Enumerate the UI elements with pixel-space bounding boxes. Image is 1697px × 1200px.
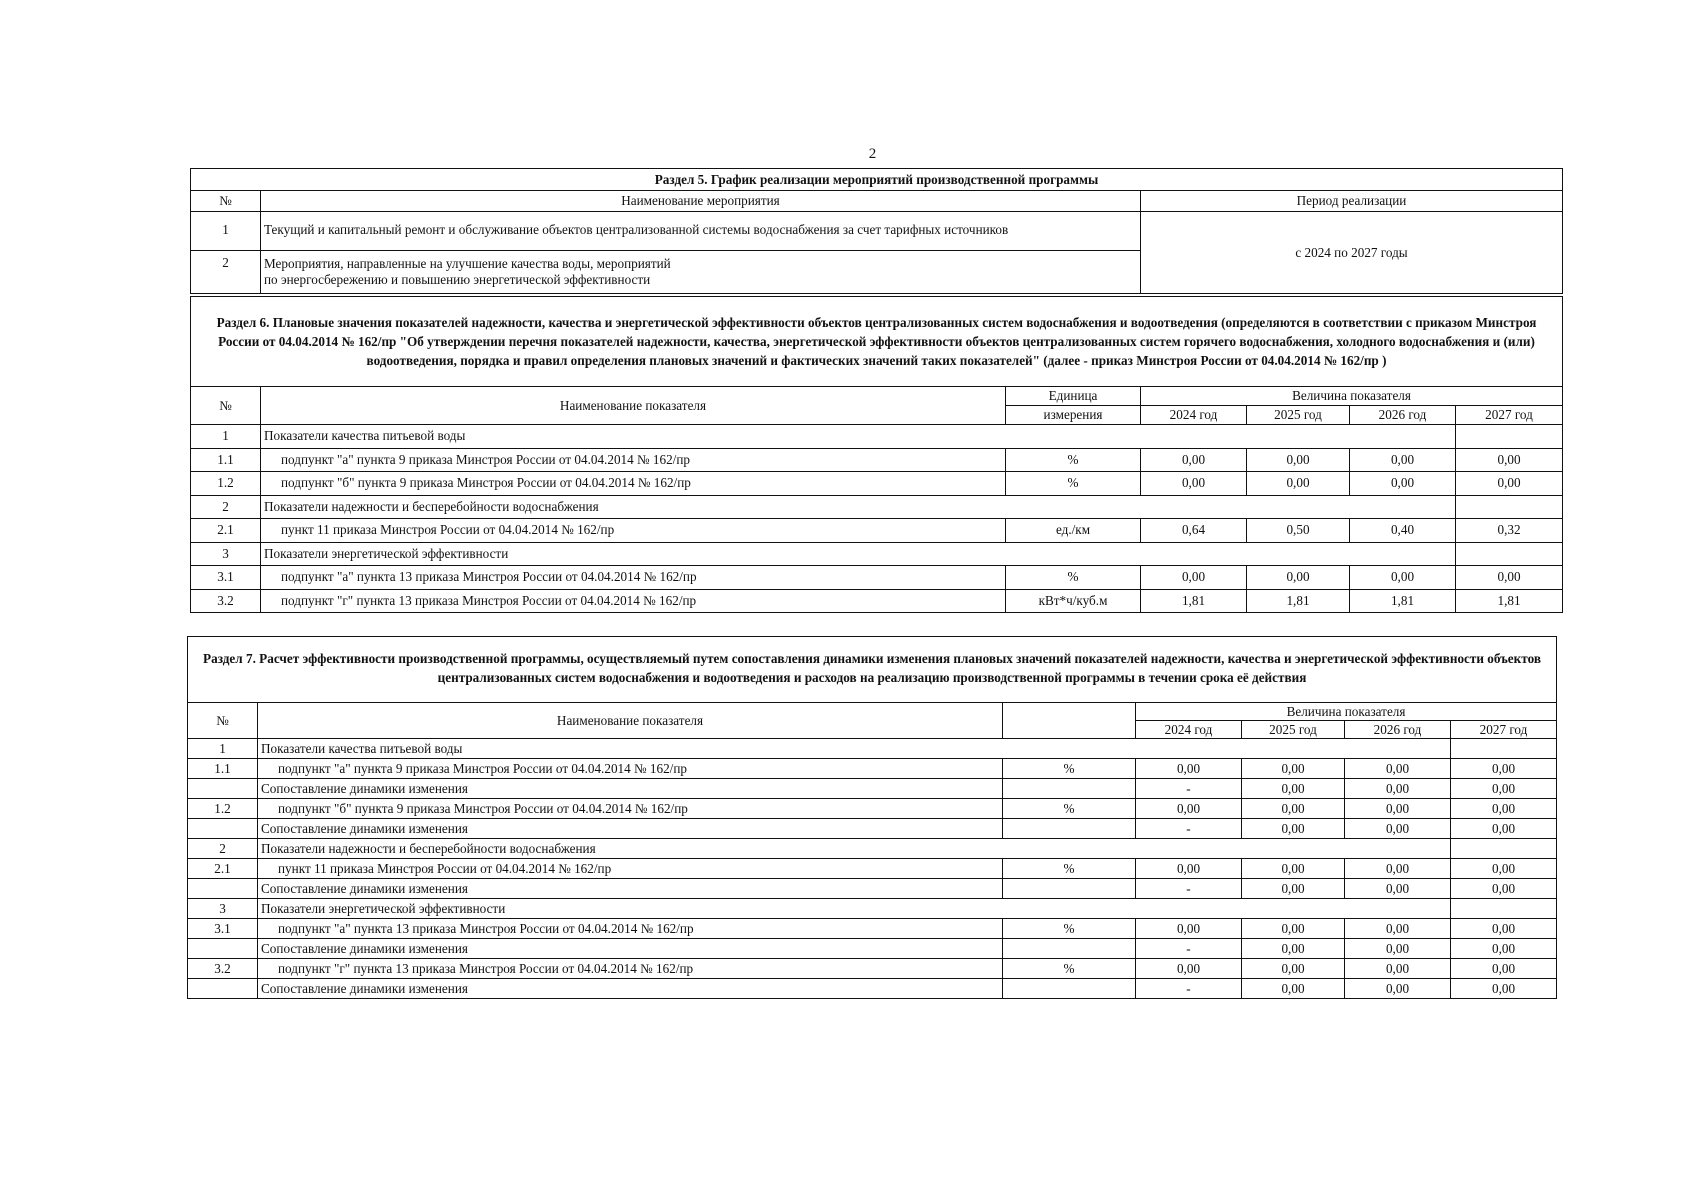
row-num: [188, 779, 258, 799]
group-name: Показатели качества питьевой воды: [258, 739, 1451, 759]
unit-cell: [1003, 819, 1136, 839]
value-cell: 0,00: [1451, 799, 1557, 819]
value-cell: 0,40: [1350, 519, 1456, 543]
value-cell: 0,00: [1456, 448, 1563, 472]
unit-cell: %: [1003, 759, 1136, 779]
group-name: Показатели энергетической эффективности: [258, 899, 1451, 919]
row-num: 3.1: [188, 919, 258, 939]
section7-header-num: №: [188, 703, 258, 739]
value-cell: 1,81: [1141, 589, 1247, 613]
section6-header-unit-line2: измерения: [1006, 406, 1141, 425]
value-cell: 0,00: [1242, 859, 1345, 879]
value-cell: -: [1136, 979, 1242, 999]
value-cell: 0,00: [1451, 859, 1557, 879]
value-cell: 0,00: [1350, 448, 1456, 472]
value-cell: 0,00: [1141, 472, 1247, 496]
value-cell: 0,00: [1345, 939, 1451, 959]
table-row: [188, 919, 1557, 939]
section5-row-name: Текущий и капитальный ремонт и обслуживание объектов централизованной системы водоснабжения за счет тарифных источников: [261, 212, 1141, 251]
value-cell: 1,81: [1350, 589, 1456, 613]
value-cell: 0,00: [1141, 448, 1247, 472]
table-row: [191, 472, 1563, 496]
comparison-row: [188, 879, 1557, 899]
value-cell: 0,00: [1242, 939, 1345, 959]
table-row: [188, 799, 1557, 819]
value-cell: 0,00: [1451, 959, 1557, 979]
value-cell: 0,00: [1242, 919, 1345, 939]
value-cell: 0,00: [1242, 879, 1345, 899]
comparison-row: [188, 779, 1557, 799]
value-cell: 0,00: [1451, 759, 1557, 779]
section6-header-unit: Единица: [1006, 387, 1141, 406]
section6-table: [190, 296, 1563, 613]
section6-header-year: 2027 год: [1456, 406, 1563, 425]
group-row: [191, 542, 1563, 566]
row-num: 1: [191, 425, 261, 449]
value-cell: [1456, 495, 1563, 519]
section6-header-year: 2025 год: [1247, 406, 1350, 425]
section7-title: Раздел 7. Расчет эффективности производственной программы, осуществляемый путем сопоставления динамики изменения плановых значений показателей надежности, качества и энергетической эффективности объектов централизованных систем водоснабжения и водоотведения и расходов на реализацию производственной программы в течении срока её действия: [188, 637, 1557, 703]
unit-cell: [1003, 779, 1136, 799]
value-cell: 0,00: [1451, 779, 1557, 799]
value-cell: [1451, 839, 1557, 859]
value-cell: 0,00: [1242, 759, 1345, 779]
value-cell: 0,00: [1451, 939, 1557, 959]
group-row: [191, 495, 1563, 519]
table-row: [188, 759, 1557, 779]
row-num: 2.1: [188, 859, 258, 879]
value-cell: 0,00: [1345, 819, 1451, 839]
value-cell: -: [1136, 819, 1242, 839]
table-row: [188, 959, 1557, 979]
group-name: Показатели надежности и бесперебойности водоснабжения: [258, 839, 1451, 859]
table-row: [191, 448, 1563, 472]
value-cell: [1456, 542, 1563, 566]
value-cell: 0,50: [1247, 519, 1350, 543]
value-cell: 0,32: [1456, 519, 1563, 543]
value-cell: 0,00: [1141, 566, 1247, 590]
indicator-name: подпункт "а" пункта 13 приказа Минстроя России от 04.04.2014 № 162/пр: [261, 566, 1006, 590]
comparison-row: [188, 939, 1557, 959]
section6-header-value: Величина показателя: [1141, 387, 1563, 406]
section5-period: с 2024 по 2027 годы: [1141, 212, 1563, 294]
unit-cell: %: [1003, 859, 1136, 879]
unit-cell: кВт*ч/куб.м: [1006, 589, 1141, 613]
value-cell: 0,00: [1242, 979, 1345, 999]
indicator-name: подпункт "г" пункта 13 приказа Минстроя России от 04.04.2014 № 162/пр: [258, 959, 1003, 979]
section6-header-year: 2024 год: [1141, 406, 1247, 425]
row-num: 3.2: [188, 959, 258, 979]
row-num: 2: [188, 839, 258, 859]
comparison-label: Сопоставление динамики изменения: [258, 879, 1003, 899]
value-cell: 1,81: [1456, 589, 1563, 613]
indicator-name: подпункт "а" пункта 13 приказа Минстроя России от 04.04.2014 № 162/пр: [258, 919, 1003, 939]
row-num: 1: [188, 739, 258, 759]
comparison-label: Сопоставление динамики изменения: [258, 939, 1003, 959]
unit-cell: %: [1006, 448, 1141, 472]
value-cell: -: [1136, 879, 1242, 899]
section5-row-num: 1: [191, 212, 261, 251]
row-num: 3: [191, 542, 261, 566]
row-num: 2.1: [191, 519, 261, 543]
comparison-label: Сопоставление динамики изменения: [258, 819, 1003, 839]
unit-cell: %: [1006, 566, 1141, 590]
value-cell: 0,00: [1345, 959, 1451, 979]
unit-cell: %: [1003, 959, 1136, 979]
unit-cell: %: [1003, 799, 1136, 819]
indicator-name: подпункт "а" пункта 9 приказа Минстроя России от 04.04.2014 № 162/пр: [261, 448, 1006, 472]
indicator-name: подпункт "б" пункта 9 приказа Минстроя России от 04.04.2014 № 162/пр: [258, 799, 1003, 819]
value-cell: 0,00: [1136, 859, 1242, 879]
table-row: [191, 519, 1563, 543]
section7-header-unit: [1003, 703, 1136, 739]
section7-header-year: 2025 год: [1242, 721, 1345, 739]
section5-row-name-line: по энергосбережению и повышению энергетической эффективности: [264, 272, 651, 287]
row-num: 1.1: [191, 448, 261, 472]
value-cell: 0,00: [1451, 819, 1557, 839]
section6-header-num: №: [191, 387, 261, 425]
value-cell: 0,00: [1136, 759, 1242, 779]
section7-header-year: 2026 год: [1345, 721, 1451, 739]
value-cell: 0,00: [1242, 779, 1345, 799]
comparison-label: Сопоставление динамики изменения: [258, 779, 1003, 799]
value-cell: 0,00: [1345, 799, 1451, 819]
value-cell: 0,00: [1136, 799, 1242, 819]
unit-cell: %: [1003, 919, 1136, 939]
value-cell: 0,00: [1242, 959, 1345, 979]
value-cell: [1456, 425, 1563, 449]
row-num: 1.2: [191, 472, 261, 496]
value-cell: 0,00: [1345, 979, 1451, 999]
indicator-name: подпункт "б" пункта 9 приказа Минстроя России от 04.04.2014 № 162/пр: [261, 472, 1006, 496]
table-row: [191, 566, 1563, 590]
section6-header-year: 2026 год: [1350, 406, 1456, 425]
value-cell: 0,00: [1451, 879, 1557, 899]
value-cell: 0,00: [1350, 472, 1456, 496]
value-cell: 1,81: [1247, 589, 1350, 613]
value-cell: 0,00: [1247, 566, 1350, 590]
row-num: [188, 819, 258, 839]
unit-cell: %: [1006, 472, 1141, 496]
value-cell: 0,00: [1451, 919, 1557, 939]
value-cell: 0,00: [1345, 879, 1451, 899]
section6-header-name: Наименование показателя: [261, 387, 1006, 425]
section5-header-num: №: [191, 191, 261, 212]
group-row: [191, 425, 1563, 449]
value-cell: -: [1136, 939, 1242, 959]
value-cell: -: [1136, 779, 1242, 799]
section7-table: [187, 636, 1557, 999]
unit-cell: [1003, 939, 1136, 959]
value-cell: 0,00: [1456, 472, 1563, 496]
unit-cell: [1003, 879, 1136, 899]
unit-cell: ед./км: [1006, 519, 1141, 543]
value-cell: [1451, 739, 1557, 759]
value-cell: 0,00: [1136, 919, 1242, 939]
value-cell: 0,00: [1451, 979, 1557, 999]
group-row: [188, 839, 1557, 859]
value-cell: 0,00: [1247, 448, 1350, 472]
section7-header-value: Величина показателя: [1136, 703, 1557, 721]
value-cell: 0,00: [1345, 779, 1451, 799]
row-num: [188, 979, 258, 999]
section5-table: [190, 168, 1563, 294]
comparison-row: [188, 979, 1557, 999]
row-num: [188, 939, 258, 959]
row-num: [188, 879, 258, 899]
value-cell: 0,64: [1141, 519, 1247, 543]
table-row: [191, 589, 1563, 613]
group-name: Показатели качества питьевой воды: [261, 425, 1456, 449]
section7-header-name: Наименование показателя: [258, 703, 1003, 739]
row-num: 3.1: [191, 566, 261, 590]
section7-header-year: 2024 год: [1136, 721, 1242, 739]
section5-header-period: Период реализации: [1141, 191, 1563, 212]
row-num: 1.2: [188, 799, 258, 819]
section5-row-num: 2: [191, 251, 261, 294]
value-cell: 0,00: [1345, 759, 1451, 779]
row-num: 3.2: [191, 589, 261, 613]
indicator-name: пункт 11 приказа Минстроя России от 04.04.2014 № 162/пр: [261, 519, 1006, 543]
value-cell: 0,00: [1350, 566, 1456, 590]
row-num: 3: [188, 899, 258, 919]
unit-cell: [1003, 979, 1136, 999]
value-cell: 0,00: [1345, 919, 1451, 939]
section6-title: Раздел 6. Плановые значения показателей надежности, качества и энергетической эффективности объектов централизованных систем водоснабжения и водоотведения (определяются в соответствии с приказом Минстроя России от 04.04.2014 № 162/пр "Об утверждении перечня показателей надежности, качества, энергетической эффективности объектов централизованных систем горячего водоснабжения, холодного водоснабжения и (или) водоотведения, порядка и правил определения плановых значений и фактических значений таких показателей" (далее - приказ Минстроя России от 04.04.2014 № 162/пр ): [191, 297, 1563, 387]
group-row: [188, 899, 1557, 919]
indicator-name: подпункт "а" пункта 9 приказа Минстроя России от 04.04.2014 № 162/пр: [258, 759, 1003, 779]
group-name: Показатели энергетической эффективности: [261, 542, 1456, 566]
section5-header-name: Наименование мероприятия: [261, 191, 1141, 212]
value-cell: 0,00: [1242, 799, 1345, 819]
section5-row-name-line: Мероприятия, направленные на улучшение качества воды, мероприятий: [264, 256, 671, 272]
group-name: Показатели надежности и бесперебойности водоснабжения: [261, 495, 1456, 519]
value-cell: 0,00: [1136, 959, 1242, 979]
indicator-name: пункт 11 приказа Минстроя России от 04.04.2014 № 162/пр: [258, 859, 1003, 879]
row-num: 2: [191, 495, 261, 519]
indicator-name: подпункт "г" пункта 13 приказа Минстроя России от 04.04.2014 № 162/пр: [261, 589, 1006, 613]
value-cell: 0,00: [1247, 472, 1350, 496]
page-number: 2: [868, 146, 877, 162]
comparison-label: Сопоставление динамики изменения: [258, 979, 1003, 999]
section5-title: Раздел 5. График реализации мероприятий производственной программы: [191, 169, 1563, 191]
group-row: [188, 739, 1557, 759]
section7-header-year: 2027 год: [1451, 721, 1557, 739]
value-cell: [1451, 899, 1557, 919]
comparison-row: [188, 819, 1557, 839]
value-cell: 0,00: [1242, 819, 1345, 839]
value-cell: 0,00: [1456, 566, 1563, 590]
value-cell: 0,00: [1345, 859, 1451, 879]
section5-row-name: [261, 251, 1141, 294]
table-row: [188, 859, 1557, 879]
row-num: 1.1: [188, 759, 258, 779]
